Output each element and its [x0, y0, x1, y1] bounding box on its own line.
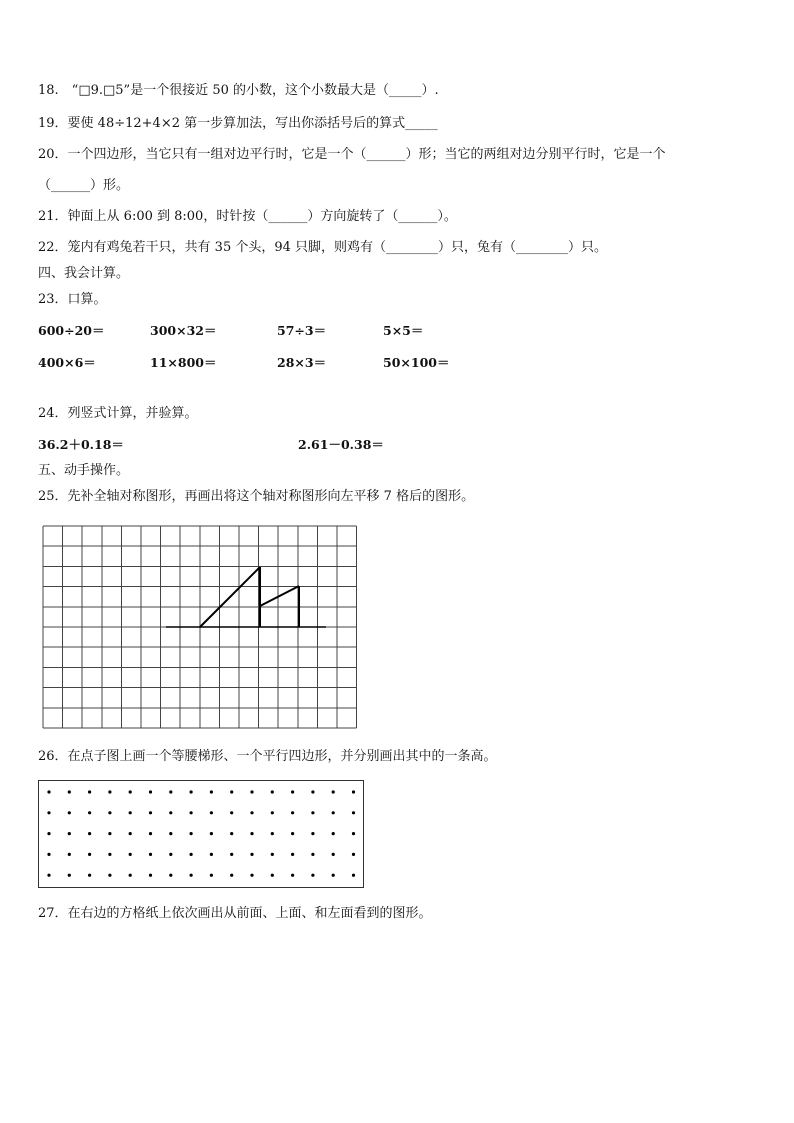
grid-dot — [149, 874, 152, 877]
grid-dot — [68, 853, 71, 856]
grid-dot — [68, 790, 71, 793]
question-27-title: 27．在右边的方格纸上依次画出从前面、上面、和左面看到的图形。 — [38, 906, 432, 921]
grid-dot — [250, 790, 253, 793]
grid-dot — [169, 853, 172, 856]
grid-dot — [332, 874, 335, 877]
grid-dot — [47, 790, 50, 793]
grid-dot — [169, 790, 172, 793]
grid-dot — [352, 874, 355, 877]
question-20: 20．一个四边形，当它只有一组对边平行时，它是一个（______）形；当它的两组对边分别平行时，它是一个 — [38, 147, 666, 162]
grid-dot — [311, 874, 314, 877]
grid-dot — [68, 874, 71, 877]
grid-dot — [108, 811, 111, 814]
vertical-calc-item: 2.61－0.38＝ — [298, 437, 384, 452]
grid-dot — [190, 790, 193, 793]
grid-dot — [291, 790, 294, 793]
grid-dot — [88, 853, 91, 856]
grid-dot — [108, 790, 111, 793]
oral-calc-item: 5×5＝ — [383, 323, 424, 338]
grid-dot — [291, 811, 294, 814]
grid-dot — [210, 874, 213, 877]
grid-dot — [108, 874, 111, 877]
grid-dot — [149, 811, 152, 814]
grid-dot — [68, 811, 71, 814]
grid-dot — [352, 811, 355, 814]
grid-dot — [210, 790, 213, 793]
grid-dot — [250, 832, 253, 835]
grid-dot — [311, 832, 314, 835]
grid-dot — [47, 874, 50, 877]
grid-dot — [311, 790, 314, 793]
grid-dot — [332, 790, 335, 793]
dot-grid[interactable] — [38, 780, 366, 890]
grid-dot — [68, 832, 71, 835]
question-26-title: 26．在点子图上画一个等腰梯形、一个平行四边形，并分别画出其中的一条高。 — [38, 749, 497, 764]
question-23-title: 23．口算。 — [38, 292, 107, 307]
section-5-heading: 五、动手操作。 — [38, 463, 130, 478]
grid-dot — [271, 853, 274, 856]
grid-dot — [108, 832, 111, 835]
grid-dot — [311, 853, 314, 856]
grid-dot — [332, 853, 335, 856]
question-25-title: 25．先补全轴对称图形，再画出将这个轴对称图形向左平移 7 格后的图形。 — [38, 489, 475, 504]
grid-dot — [230, 811, 233, 814]
grid-dot — [129, 874, 132, 877]
oral-calc-item: 600÷20＝ — [38, 323, 105, 338]
grid-dot — [332, 811, 335, 814]
grid-dot — [88, 811, 91, 814]
grid-dot — [230, 790, 233, 793]
grid-dot — [129, 811, 132, 814]
grid-dot — [169, 832, 172, 835]
grid-dot — [271, 832, 274, 835]
vertical-calc-item: 36.2＋0.18＝ — [38, 437, 124, 452]
grid-dot — [230, 853, 233, 856]
grid-dot — [129, 853, 132, 856]
grid-dot — [149, 832, 152, 835]
grid-dot — [47, 811, 50, 814]
oral-calc-item: 50×100＝ — [383, 355, 450, 370]
question-24-title: 24．列竖式计算，并验算。 — [38, 406, 198, 421]
grid-dot — [129, 832, 132, 835]
grid-dot — [250, 874, 253, 877]
oral-calc-item: 11×800＝ — [150, 355, 217, 370]
grid-dot — [47, 832, 50, 835]
oral-calc-item: 28×3＝ — [277, 355, 327, 370]
grid-dot — [149, 853, 152, 856]
grid-dot — [230, 832, 233, 835]
grid-dot — [210, 832, 213, 835]
grid-dot — [250, 853, 253, 856]
grid-dot — [291, 832, 294, 835]
grid-dot — [190, 811, 193, 814]
grid-dot — [169, 811, 172, 814]
grid-dot — [210, 811, 213, 814]
grid-dot — [190, 874, 193, 877]
grid-dot — [291, 853, 294, 856]
question-18: 18. “□9.□5”是一个很接近 50 的小数，这个小数最大是（_____）. — [38, 83, 439, 98]
grid-dot — [88, 790, 91, 793]
grid-dot — [250, 811, 253, 814]
grid-dot — [210, 853, 213, 856]
grid-dot — [291, 874, 294, 877]
oral-calc-item: 400×6＝ — [38, 355, 96, 370]
oral-calc-item: 57÷3＝ — [277, 323, 327, 338]
grid-dot — [311, 811, 314, 814]
grid-dot — [190, 853, 193, 856]
grid-dot — [129, 790, 132, 793]
question-22: 22．笼内有鸡兔若干只，共有 35 个头，94 只脚，则鸡有（________）只，兔有（________）只。 — [38, 240, 608, 255]
question-20-continued: （______）形。 — [38, 178, 130, 193]
grid-dot — [190, 832, 193, 835]
grid-dot — [332, 832, 335, 835]
grid-dot — [271, 790, 274, 793]
grid-dot — [88, 832, 91, 835]
grid-dot — [47, 853, 50, 856]
grid-dot — [352, 790, 355, 793]
grid-dot — [271, 811, 274, 814]
partial-symmetric-figure — [166, 567, 326, 627]
oral-calc-item: 300×32＝ — [150, 323, 217, 338]
section-4-heading: 四、我会计算。 — [38, 266, 130, 281]
grid-dot — [352, 832, 355, 835]
grid-dot — [352, 853, 355, 856]
grid-dot — [88, 874, 91, 877]
grid-dot — [169, 874, 172, 877]
question-21: 21．钟面上从 6:00 到 8:00，时针按（______）方向旋转了（______）。 — [38, 209, 457, 224]
square-grid[interactable] — [42, 525, 362, 730]
grid-dot — [108, 853, 111, 856]
question-19: 19．要使 48÷12+4×2 第一步算加法，写出你添括号后的算式_____ — [38, 116, 438, 131]
grid-dot — [149, 790, 152, 793]
grid-dot — [230, 874, 233, 877]
grid-dot — [271, 874, 274, 877]
